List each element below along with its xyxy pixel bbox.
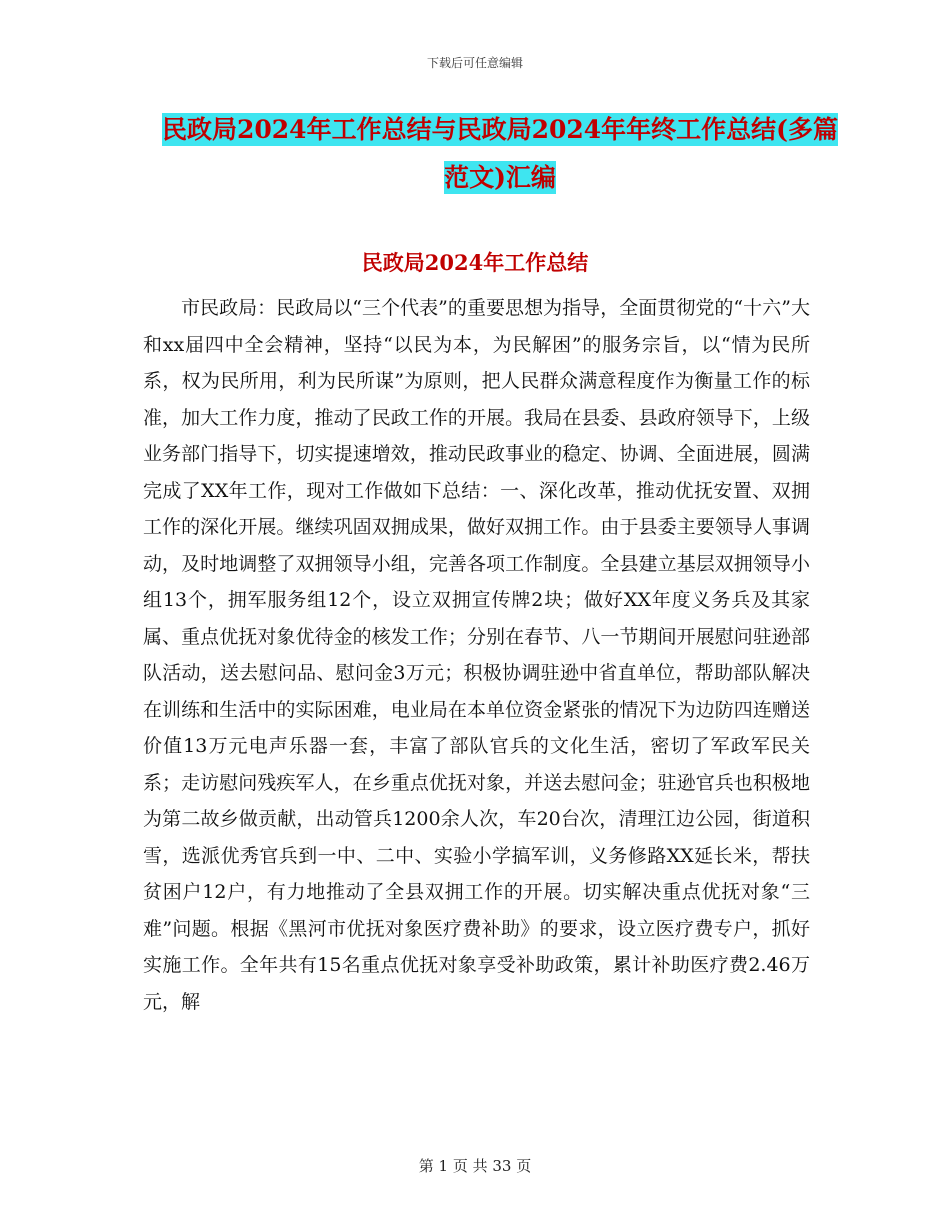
body-paragraph: 市民政局：民政局以“三个代表”的重要思想为指导，全面贯彻党的“十六”大和xx届四中全会精神，坚持“以民为本，为民解困”的服务宗旨，以“情为民所系，权为民所用，利为民所谋”为原则，把人民群众满意程度作为衡量工作的标准，加大工作力度，推动了民政工作的开展。我局在县委、县政府领导下，上级业务部门指导下，切实提速增效，推动民政事业的稳定、协调、全面进展，圆满完成了XX年工作，现对工作做如下总结：一、深化改革，推动优抚安置、双拥工作的深化开展。继续巩固双拥成果，做好双拥工作。由于县委主要领导人事调动，及时地调整了双拥领导小组，完善各项工作制度。全县建立基层双拥领导小组13个，拥军服务组12个，设立双拥宣传牌2块；做好XX年度义务兵及其家属、重点优抚对象优待金的核发工作；分别在春节、八一节期间开展慰问驻逊部队活动，送去慰问品、慰问金3万元；积极协调驻逊中省直单位，帮助部队解决在训练和生活中的实际困难，电业局在本单位资金紧张的情况下为边防四连赠送价值13万元电声乐器一套，丰富了部队官兵的文化生活，密切了军政军民关系；走访慰问残疾军人，在乡重点优抚对象，并送去慰问金；驻逊官兵也积极地为第二故乡做贡献，出动管兵1200余人次，车20台次，清理江边公园，街道积雪，选派优秀官兵到一中、二中、实验小学搞军训，义务修路XX延长米，帮扶贫困户12户，有力地推动了全县双拥工作的开展。切实解决重点优抚对象“三难”问题。根据《黑河市优抚对象医疗费补助》的要求，设立医疗费专户，抓好实施工作。全年共有15名重点优抚对象享受补助政策，累计补助医疗费2.46万元，解 bbox=[143, 297, 810, 1013]
page-header-note: 下载后可任意编辑 bbox=[426, 56, 523, 70]
main-title-highlight: 民政局2024年工作总结与民政局2024年年终工作总结(多篇范文)汇编 bbox=[162, 115, 838, 192]
page-number-label: 第 1 页 共 33 页 bbox=[418, 1157, 532, 1175]
page-footer bbox=[0, 1155, 950, 1176]
document-main-title bbox=[150, 106, 850, 202]
section-title: 民政局2024年工作总结 bbox=[361, 250, 589, 275]
